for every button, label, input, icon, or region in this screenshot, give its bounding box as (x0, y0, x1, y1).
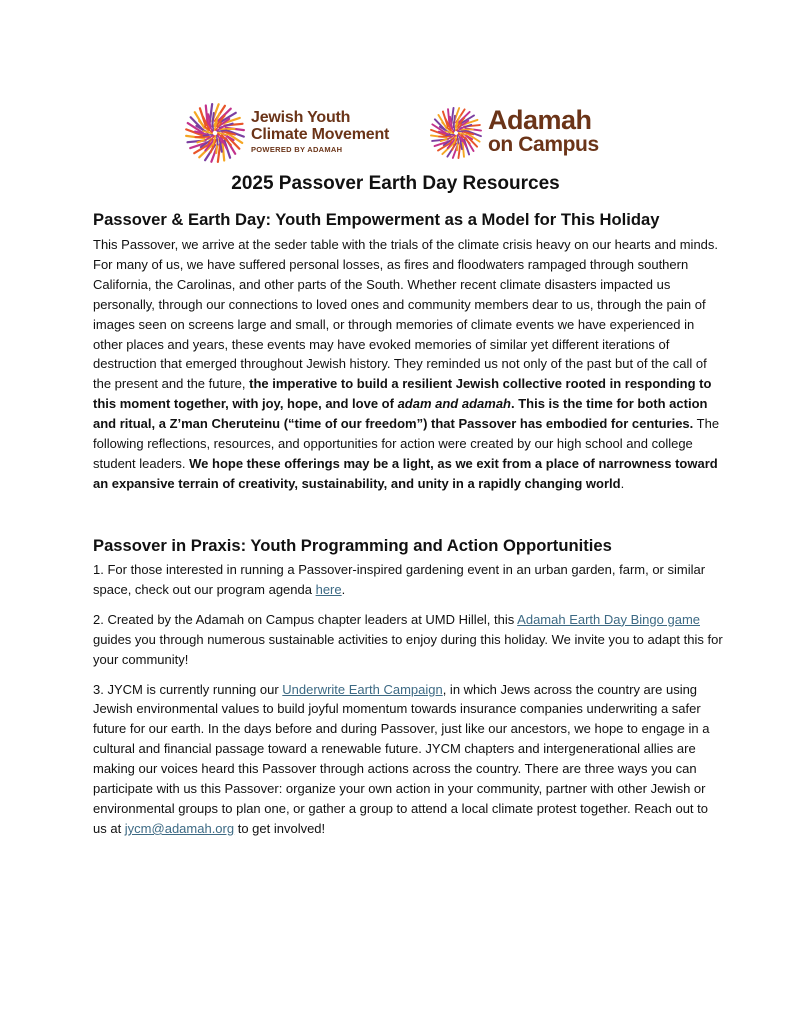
sunburst-ray (446, 134, 454, 135)
aoc-logo-line1: Adamah (488, 105, 592, 135)
sunburst-ray (203, 135, 212, 136)
item-text: . (341, 581, 346, 597)
adamah-on-campus-logo (430, 103, 605, 163)
bold-text-part: . This is the time for both action and ritual, a Z’man Cheruteinu (“time of our freedom”) that Passover has embodied for centuries. (93, 396, 708, 432)
sunburst-ray (218, 144, 220, 162)
sunburst-ray (457, 135, 458, 143)
email-link[interactable]: jycm@adamah.org (124, 820, 235, 836)
jycm-logo-line3: POWERED BY ADAMAH (251, 145, 343, 154)
list-item (93, 610, 723, 670)
bingo-game-link[interactable]: Adamah Earth Day Bingo game (517, 611, 700, 627)
item-text: 3. JYCM is currently running our (93, 681, 283, 697)
sunburst-ray (451, 108, 453, 124)
sunburst-ray (454, 123, 455, 131)
italic-text: adam and adamah (397, 396, 511, 412)
sunburst-ray (212, 121, 213, 130)
section-youth-empowerment (93, 209, 723, 494)
logo-row (0, 103, 791, 163)
section-heading: Passover & Earth Day: Youth Empowerment as a Model for This Holiday (93, 210, 660, 229)
aoc-logo-line2: on Campus (488, 133, 599, 156)
sunburst-ray (210, 104, 212, 122)
sunburst-icon (185, 103, 245, 163)
bold-text: We hope these offerings may be a light, as we exit from a place of narrowness toward an expansive terrain of creativity, sustainability, and unity in a rapidly changing world (93, 455, 718, 491)
item-text: 1. For those interested in running a Passover-inspired gardening event in an urban garden, farm, or similar space, check out our program agenda (93, 562, 706, 597)
paragraph-text: . (620, 475, 625, 491)
bold-text-part: the imperative to build a resilient Jewish collective rooted in responding to this moment together, with joy, hope, and love of (93, 376, 712, 412)
jycm-logo-line1: Jewish Youth (251, 109, 351, 126)
underwrite-earth-link[interactable]: Underwrite Earth Campaign (282, 681, 443, 697)
item-text: guides you through numerous sustainable activities to enjoy during this holiday. We invite you to adapt this for your community! (93, 631, 723, 667)
item-text: 2. Created by the Adamah on Campus chapter leaders at UMD Hillel, this (93, 611, 518, 627)
program-agenda-link[interactable]: here (315, 581, 342, 597)
section-praxis (93, 535, 723, 849)
paragraph-text: This Passover, we arrive at the seder table with the trials of the climate crisis heavy on our hearts and minds. For many of us, we have suffered personal losses, as fires and floodwaters rampaged through southern California, the Carolinas, and other parts of the South. Whether recent climate disasters impacted us personally, through our connections to loved ones and community members dear to us, through the pain of images seen on screens large and small, or through memories of climate events we have experienced in other places and years, these events may have evoked memories of similar yet different iterations of destruction that emerged throughout Jewish history. They reminded us not only of the past but of the call of the present and the future, (93, 237, 719, 392)
paragraph-text: The following reflections, resources, and opportunities for action were created by our high school and college student leaders. (93, 416, 720, 471)
item-text: , in which Jews across the country are using Jewish environmental values to build joyful momentum towards insurance companies underwriting a safer future for our earth. In the days before and during Passover, just like our ancestors, we hope to engage in a cultural and financial passage toward a renewable future. JYCM chapters and intergenerational allies are making our voices heard this Passover through actions across the country. There are three ways you can participate with us this Passover: organize your own action in your community, partner with other Jewish or environmental groups to plan one, or gather a group to attend a local climate protest together. Reach out to us at (93, 681, 710, 836)
intro-paragraph (93, 235, 723, 494)
list-item (93, 680, 723, 839)
list-item (93, 560, 723, 600)
sunburst-ray (458, 131, 466, 132)
sunburst-ray (458, 142, 460, 158)
sunburst-icon (430, 107, 482, 159)
jycm-logo (185, 103, 410, 163)
sunburst-ray (218, 130, 227, 131)
document-title: 2025 Passover Earth Day Resources (231, 173, 560, 194)
sunburst-ray (217, 136, 218, 145)
section-heading: Passover in Praxis: Youth Programming and Action Opportunities (93, 536, 612, 555)
jycm-logo-line2: Climate Movement (251, 126, 390, 143)
item-text: to get involved! (234, 820, 326, 836)
